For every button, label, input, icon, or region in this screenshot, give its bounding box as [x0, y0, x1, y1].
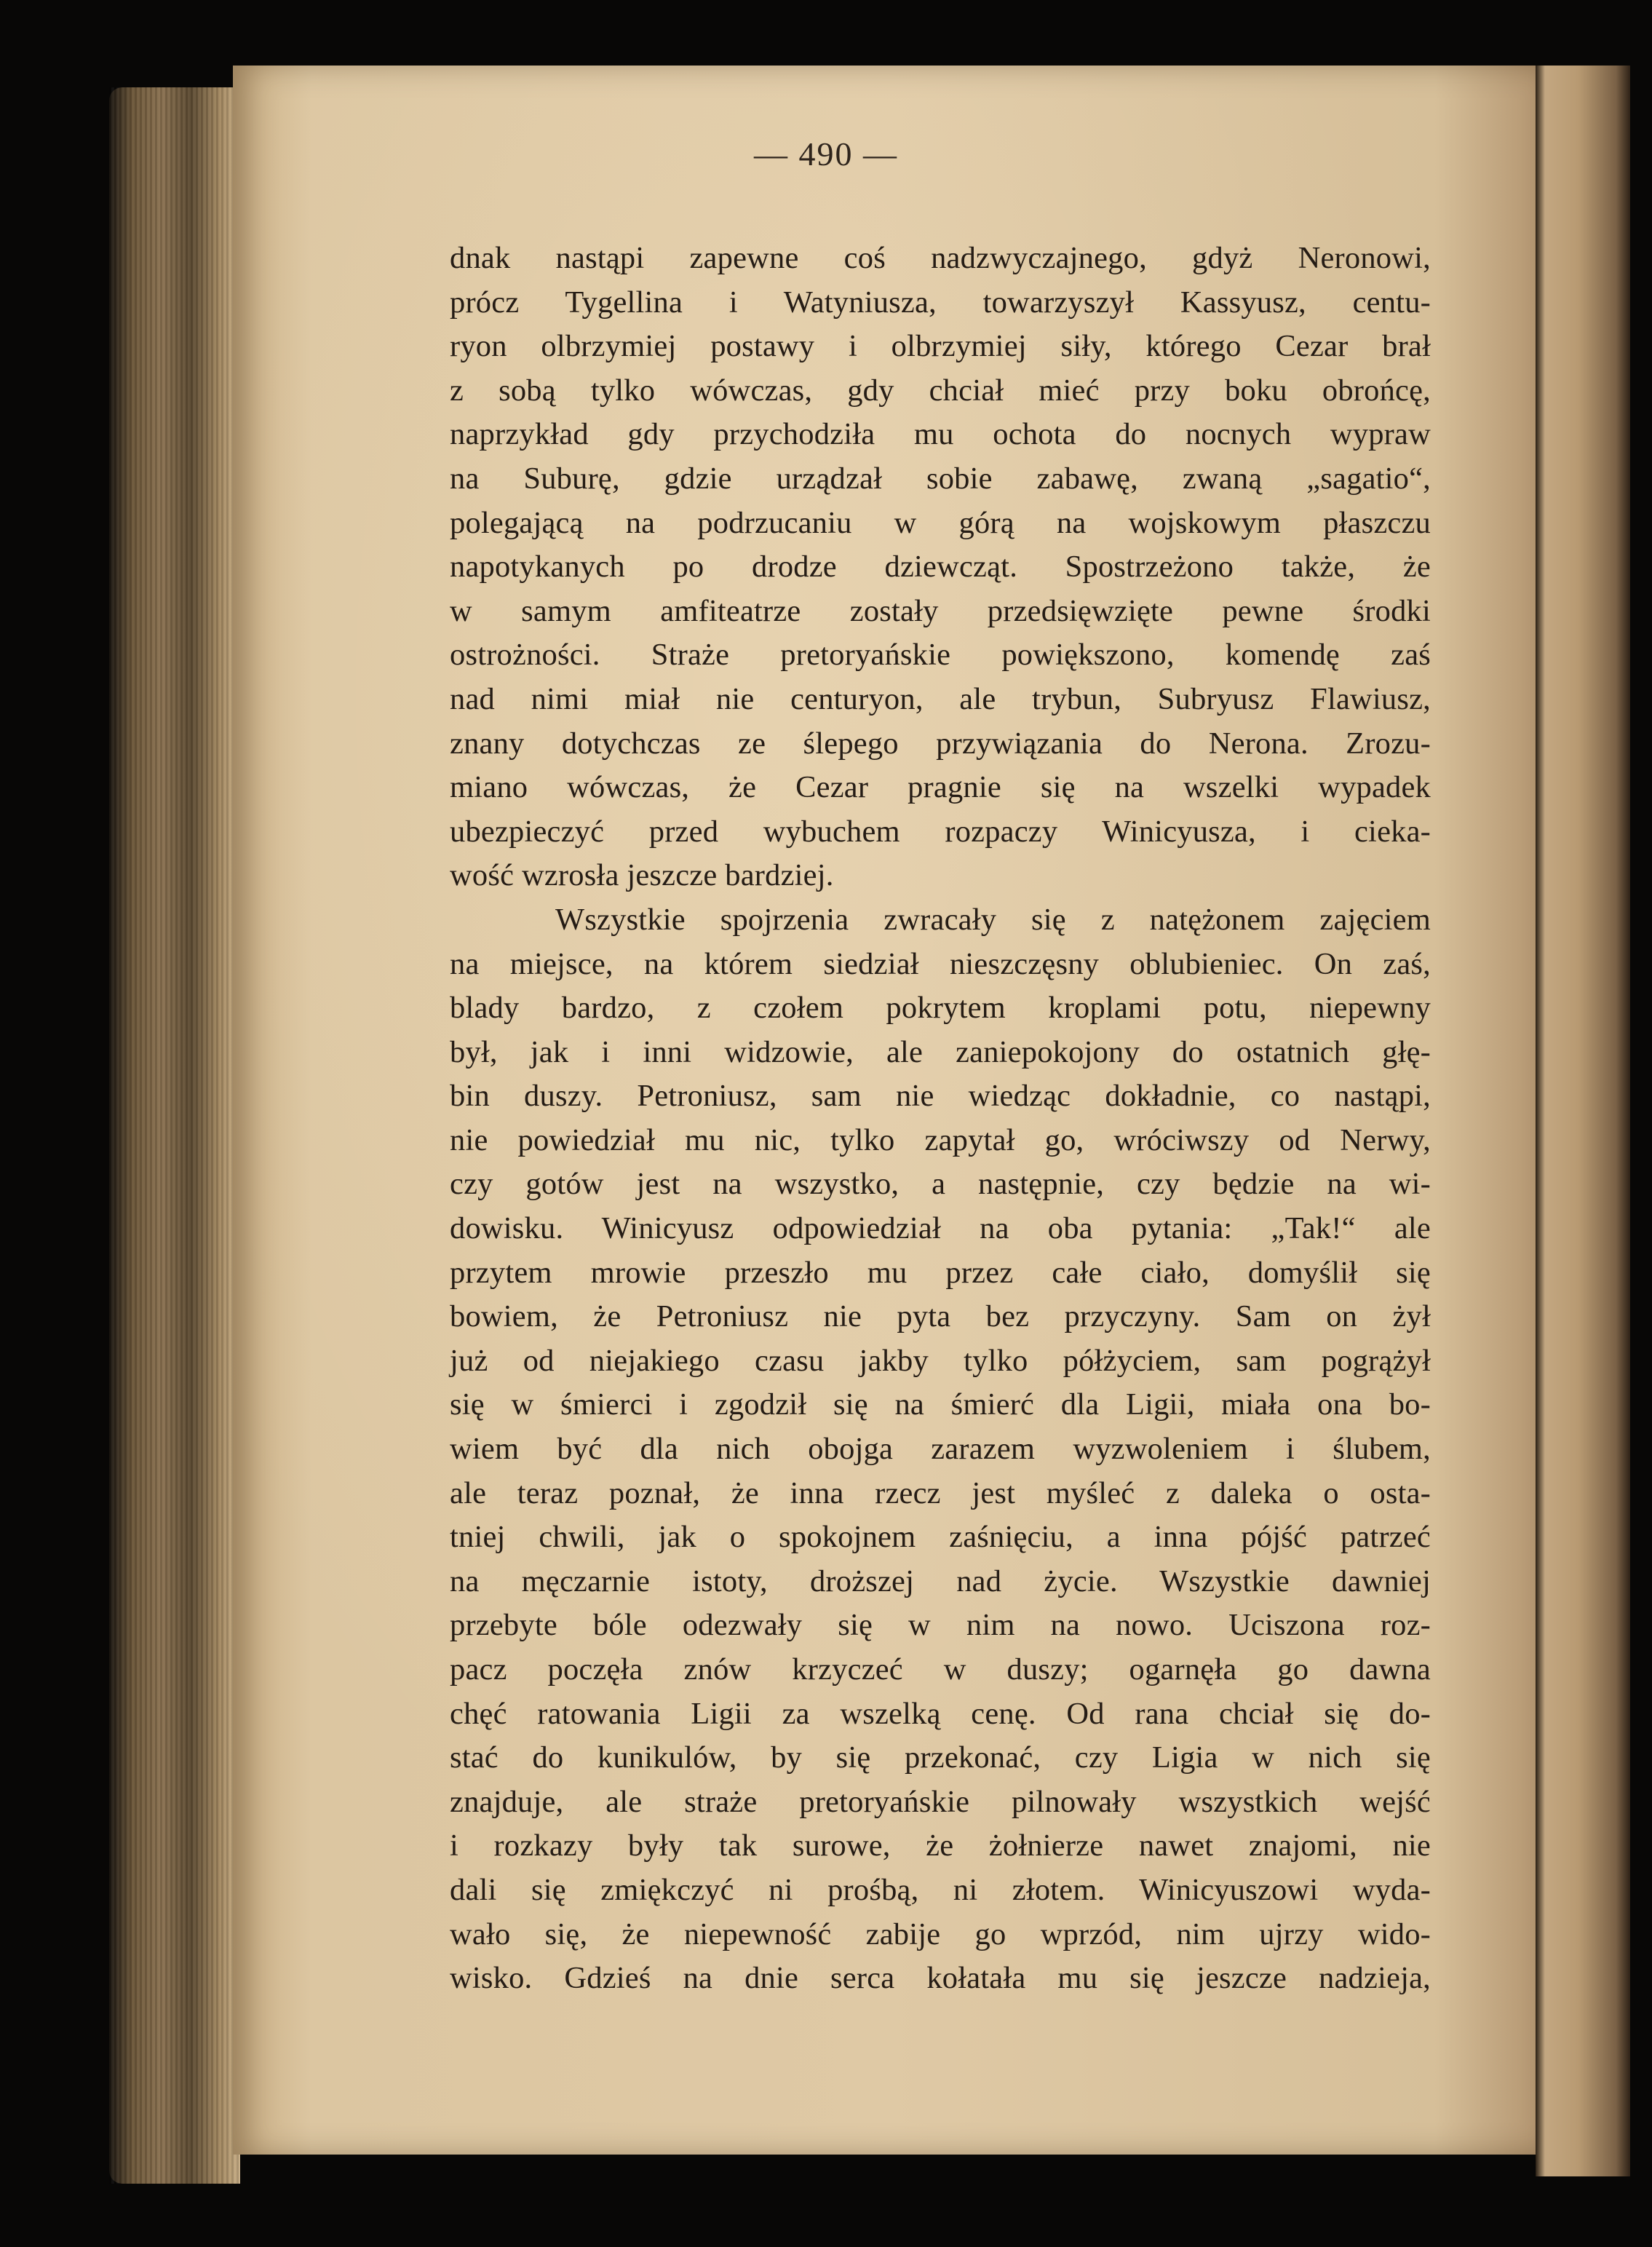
text-line: prócz Tygellina i Watyniusza, towarzyszył Kassyusz, centu- [450, 285, 1431, 320]
text-line: chęć ratowania Ligii za wszelką cenę. Od rana chciał się do- [450, 1696, 1431, 1731]
page-number: — 490 — [754, 135, 898, 173]
text-line: dnak nastąpi zapewne coś nadzwyczajnego, gdyż Neronowi, [450, 241, 1431, 275]
text-line: ryon olbrzymiej postawy i olbrzymiej siły, którego Cezar brał [450, 329, 1431, 364]
page-text [450, 237, 1431, 2001]
text-line: wisko. Gdzieś na dnie serca kołatała mu się jeszcze nadzieja, [450, 1961, 1431, 1996]
text-line: napotykanych po drodze dziewcząt. Spostrzeżono także, że [450, 550, 1431, 584]
left-page-edges [109, 87, 240, 2184]
text-line: naprzykład gdy przychodziła mu ochota do nocnych wypraw [450, 417, 1431, 452]
text-line: czy gotów jest na wszystko, a następnie, czy będzie na wi- [450, 1167, 1431, 1202]
text-line: na miejsce, na którem siedział nieszczęsny oblubieniec. On zaś, [450, 946, 1431, 981]
text-line: przebyte bóle odezwały się w nim na nowo. Uciszona roz- [450, 1608, 1431, 1643]
text-line: na Suburę, gdzie urządzał sobie zabawę, zwaną „sagatio“, [450, 461, 1431, 496]
text-line: nad nimi miał nie centuryon, ale trybun, Subryusz Flawiusz, [450, 681, 1431, 716]
text-line: wość wzrosła jeszcze bardziej. [450, 858, 834, 893]
text-line: polegającą na podrzucaniu w górą na wojskowym płaszczu [450, 505, 1431, 540]
text-line: na męczarnie istoty, droższej nad życie. Wszystkie dawniej [450, 1564, 1431, 1598]
text-line: i rozkazy były tak surowe, że żołnierze nawet znajomi, nie [450, 1828, 1431, 1863]
text-line: dali się zmiękczyć ni prośbą, ni złotem. Winicyuszowi wyda- [450, 1872, 1431, 1907]
text-line: przytem mrowie przeszło mu przez całe ciało, domyślił się [450, 1255, 1431, 1290]
text-line: nie powiedział mu nic, tylko zapytał go, wróciwszy od Nerwy, [450, 1122, 1431, 1157]
text-line: Wszystkie spojrzenia zwracały się z natężonem zajęciem [555, 902, 1431, 937]
text-line: znajduje, ale straże pretoryańskie pilnowały wszystkich wejść [450, 1784, 1431, 1819]
text-line: ostrożności. Straże pretoryańskie powiększono, komendę zaś [450, 638, 1431, 673]
text-line: już od niejakiego czasu jakby tylko półżyciem, sam pogrążył [450, 1343, 1431, 1378]
text-line: wało się, że niepewność zabije go wprzód, nim ujrzy wido- [450, 1917, 1431, 1951]
text-line: pacz poczęła znów krzyczeć w duszy; ogarnęła go dawna [450, 1652, 1431, 1687]
text-line: dowisku. Winicyusz odpowiedział na oba pytania: „Tak!“ ale [450, 1211, 1431, 1246]
text-line: wiem być dla nich obojga zarazem wyzwoleniem i ślubem, [450, 1432, 1431, 1467]
text-line: blady bardzo, z czołem pokrytem kroplami potu, niepewny [450, 991, 1431, 1026]
text-line: znany dotychczas ze ślepego przywiązania do Nerona. Zrozu- [450, 726, 1431, 761]
text-line: ubezpieczyć przed wybuchem rozpaczy Winicyusza, i cieka- [450, 814, 1431, 849]
text-line: z sobą tylko wówczas, gdy chciał mieć przy boku obrońcę, [450, 373, 1431, 408]
text-line: w samym amfiteatrze zostały przedsięwzięte pewne środki [450, 593, 1431, 628]
text-line: tniej chwili, jak o spokojnem zaśnięciu, a inna pójść patrzeć [450, 1520, 1431, 1555]
text-line: bin duszy. Petroniusz, sam nie wiedząc dokładnie, co nastąpi, [450, 1079, 1431, 1114]
text-line: miano wówczas, że Cezar pragnie się na wszelki wypadek [450, 770, 1431, 805]
right-page-edge [1536, 66, 1630, 2176]
text-line: bowiem, że Petroniusz nie pyta bez przyczyny. Sam on żył [450, 1299, 1431, 1334]
text-line: był, jak i inni widzowie, ale zaniepokojony do ostatnich głę- [450, 1034, 1431, 1069]
text-line: ale teraz poznał, że inna rzecz jest myśleć z daleka o osta- [450, 1475, 1431, 1510]
text-line: stać do kunikulów, by się przekonać, czy Ligia w nich się [450, 1740, 1431, 1775]
text-line: się w śmierci i zgodził się na śmierć dla Ligii, miała ona bo- [450, 1387, 1431, 1422]
